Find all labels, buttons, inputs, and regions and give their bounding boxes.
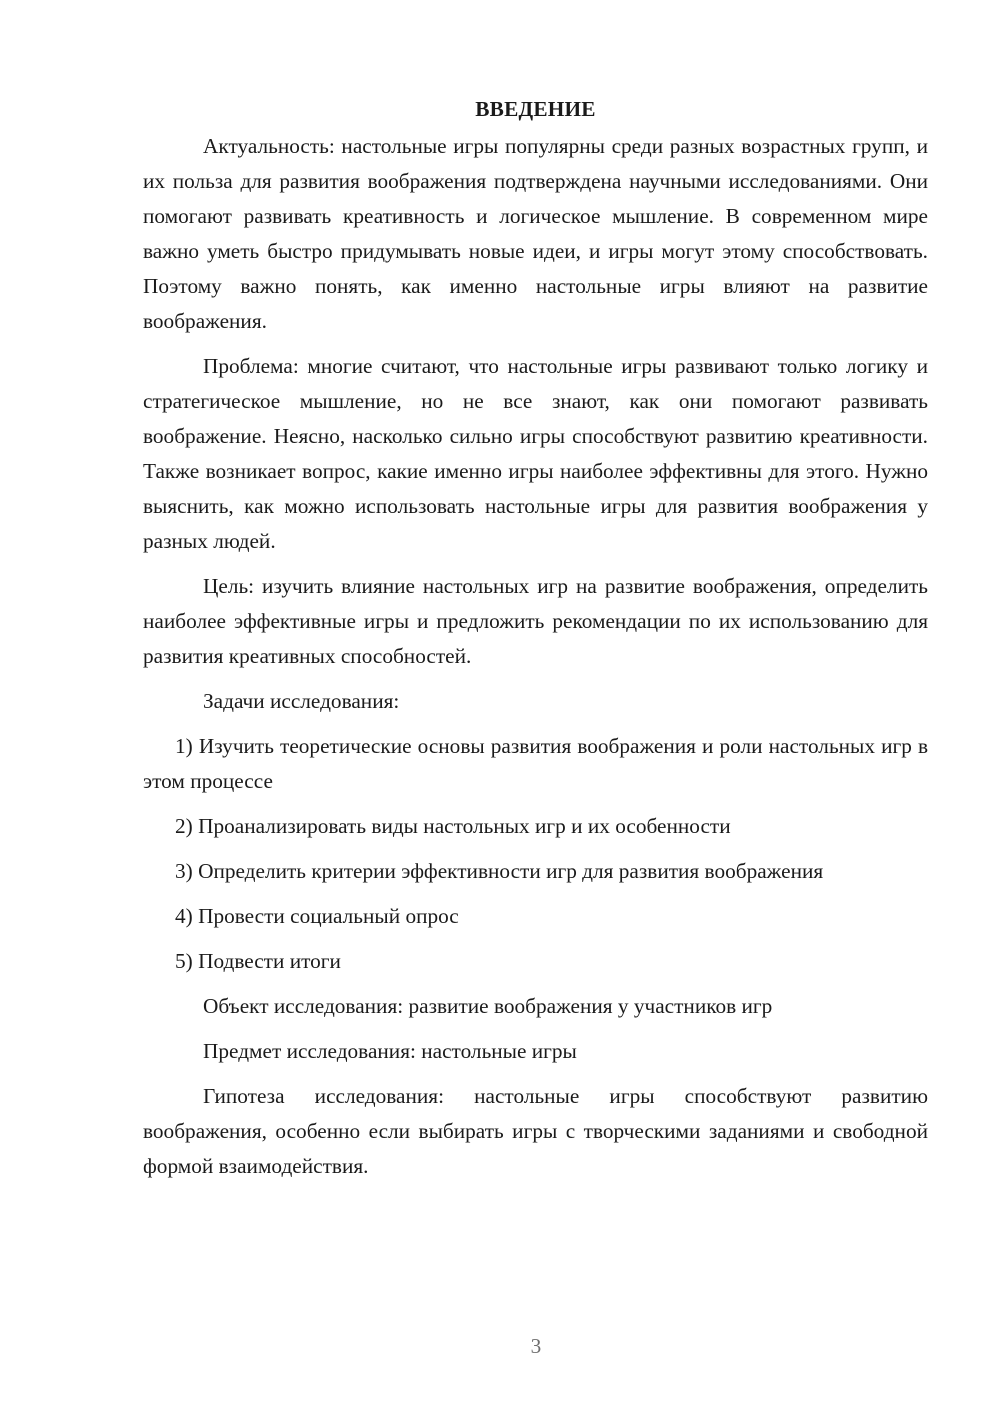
- task-item-4: 4) Провести социальный опрос: [175, 904, 459, 928]
- relevance-paragraph: Актуальность: настольные игры популярны среди разных возрастных групп, и их польза для развития воображения подтверждена научными исследованиями. Они помогают развивать креативность и логическое мышление. В современном мире важно уметь быстро придумывать новые идеи, и игры могут этому способствовать. Поэтому важно понять, как именно настольные игры влияют на развитие воображения.: [143, 134, 928, 333]
- task-item-5: 5) Подвести итоги: [175, 949, 341, 973]
- goal-paragraph: Цель: изучить влияние настольных игр на развитие воображения, определить наиболее эффективные игры и предложить рекомендации по их использованию для развития креативных способностей.: [143, 574, 928, 668]
- task-item-2: 2) Проанализировать виды настольных игр и их особенности: [175, 814, 731, 838]
- page-number: 3: [530, 1334, 542, 1358]
- hypothesis-paragraph: Гипотеза исследования: настольные игры способствуют развитию воображения, особенно если выбирать игры с творческими заданиями и свободной формой взаимодействия.: [143, 1084, 928, 1178]
- subject-paragraph: Предмет исследования: настольные игры: [203, 1039, 577, 1063]
- page-title: ВВЕДЕНИЕ: [475, 97, 596, 121]
- tasks-list: [143, 729, 928, 979]
- document-page: [143, 92, 928, 1194]
- problem-paragraph: Проблема: многие считают, что настольные игры развивают только логику и стратегическое мышление, но не все знают, как они помогают развивать воображение. Неясно, насколько сильно игры способствуют развитию креативности. Также возникает вопрос, какие именно игры наиболее эффективны для этого. Нужно выяснить, как можно использовать настольные игры для развития воображения у разных людей.: [143, 354, 928, 553]
- object-paragraph: Объект исследования: развитие воображения у участников игр: [203, 994, 773, 1018]
- tasks-heading: Задачи исследования:: [203, 689, 400, 713]
- task-item-3: 3) Определить критерии эффективности игр для развития воображения: [175, 859, 824, 883]
- task-item-1: 1) Изучить теоретические основы развития воображения и роли настольных игр в этом процессе: [143, 734, 928, 793]
